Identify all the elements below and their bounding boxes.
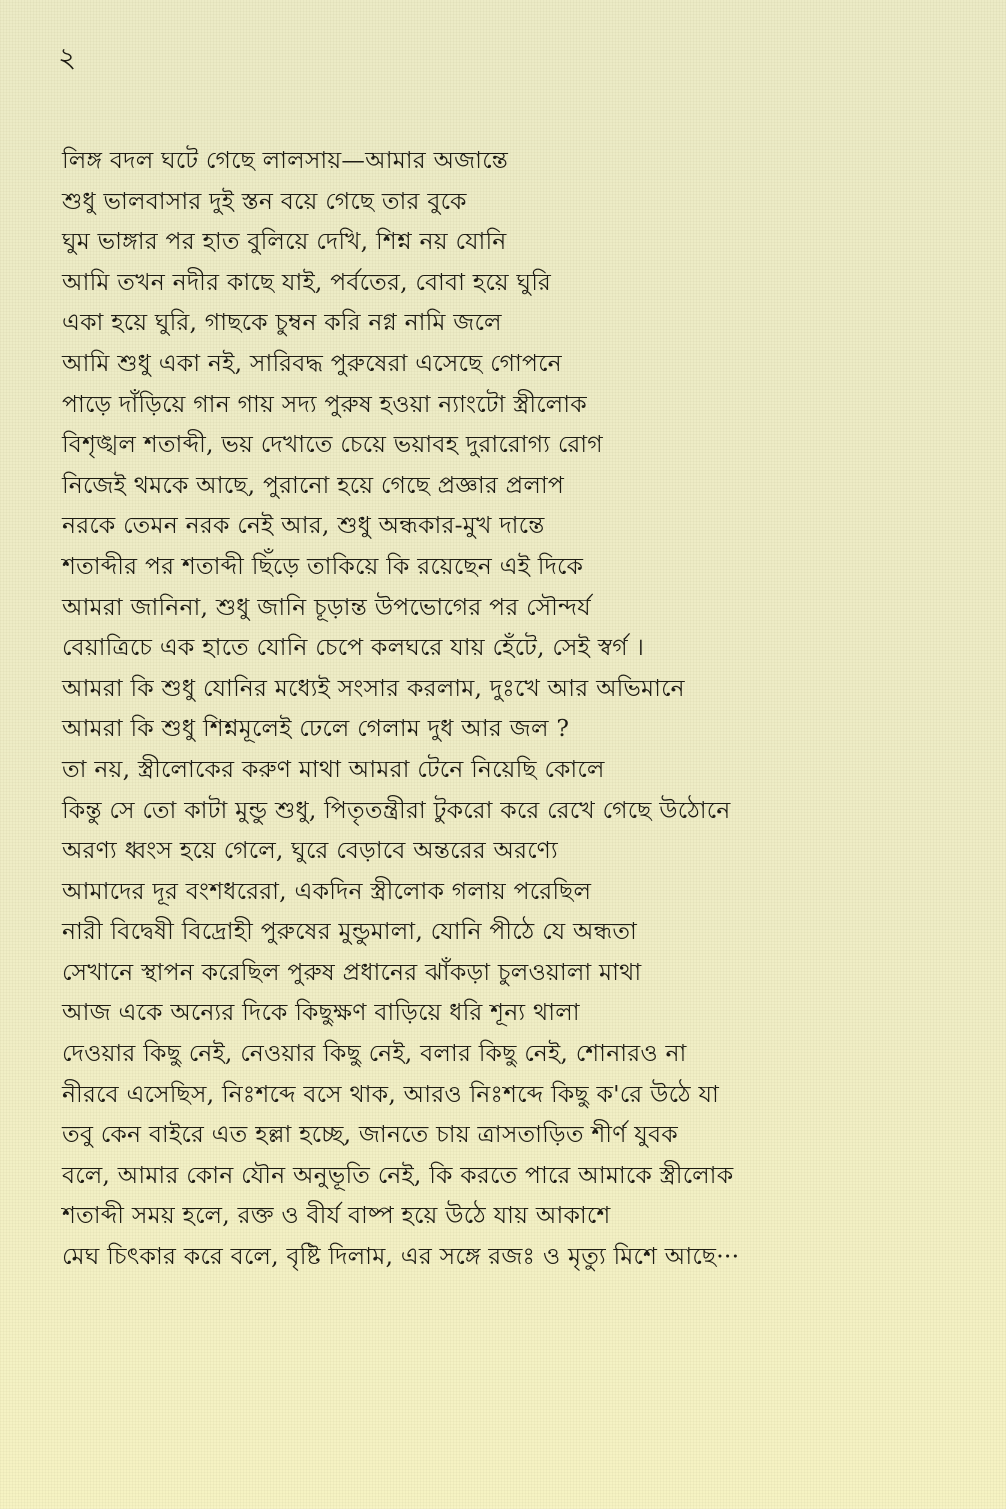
poem-line: ঘুম ভাঙ্গার পর হাত বুলিয়ে দেখি, শিশ্ন নয় যোনি bbox=[62, 227, 507, 256]
poem-line: আমি তখন নদীর কাছে যাই, পর্বতের, বোবা হয়ে ঘুরি bbox=[62, 267, 552, 296]
poem-line: নারী বিদ্বেষী বিদ্রোহী পুরুষের মুন্ডুমালা, যোনি পীঠে যে অন্ধতা bbox=[62, 917, 638, 946]
poem-line: আমরা কি শুধু যোনির মধ্যেই সংসার করলাম, দুঃখে আর অভিমানে bbox=[62, 673, 685, 702]
page-number: ২ bbox=[58, 41, 77, 74]
poem-line: আমাদের দূর বংশধরেরা, একদিন স্ত্রীলোক গলায় পরেছিল bbox=[62, 876, 592, 905]
poem-line: বেয়াত্রিচে এক হাতে যোনি চেপে কলঘরে যায় হেঁটে, সেই স্বর্গ । bbox=[62, 633, 645, 662]
poem-line: বিশৃঙ্খল শতাব্দী, ভয় দেখাতে চেয়ে ভয়াবহ দুরারোগ্য রোগ bbox=[62, 430, 603, 459]
poem-line: নীরবে এসেছিস, নিঃশব্দে বসে থাক, আরও নিঃশব্দে কিছু ক'রে উঠে যা bbox=[62, 1079, 720, 1108]
poem-line: কিন্তু সে তো কাটা মুন্ডু শুধু, পিতৃতন্ত্রীরা টুকরো করে রেখে গেছে উঠোনে bbox=[62, 795, 731, 824]
poem-line: পাড়ে দাঁড়িয়ে গান গায় সদ্য পুরুষ হওয়া ন্যাংটো স্ত্রীলোক bbox=[62, 389, 587, 418]
poem-line: দেওয়ার কিছু নেই, নেওয়ার কিছু নেই, বলার কিছু নেই, শোনারও না bbox=[62, 1039, 687, 1068]
poem-line: নরকে তেমন নরক নেই আর, শুধু অন্ধকার-মুখ দান্তে bbox=[62, 511, 545, 540]
poem-line: শুধু ভালবাসার দুই স্তন বয়ে গেছে তার বুকে bbox=[62, 186, 467, 215]
poem-line: একা হয়ে ঘুরি, গাছকে চুম্বন করি নগ্ন নামি জলে bbox=[62, 308, 502, 337]
poem-line: শতাব্দীর পর শতাব্দী ছিঁড়ে তাকিয়ে কি রয়েছেন এই দিকে bbox=[62, 551, 584, 580]
poem-line: সেখানে স্থাপন করেছিল পুরুষ প্রধানের ঝাঁকড়া চুলওয়ালা মাথা bbox=[62, 957, 642, 986]
poem-line: লিঙ্গ বদল ঘটে গেছে লালসায়—আমার অজান্তে bbox=[62, 146, 509, 174]
poem-line: আমরা কি শুধু শিশ্নমূলেই ঢেলে গেলাম দুধ আর জল ? bbox=[62, 714, 570, 743]
poem-line: আমি শুধু একা নই, সারিবদ্ধ পুরুষেরা এসেছে গোপনে bbox=[62, 348, 562, 377]
poem-line: তা নয়, স্ত্রীলোকের করুণ মাথা আমরা টেনে নিয়েছি কোলে bbox=[62, 754, 605, 783]
poem-line: নিজেই থমকে আছে, পুরানো হয়ে গেছে প্রজ্ঞার প্রলাপ bbox=[62, 470, 565, 499]
poem-body bbox=[62, 140, 982, 1277]
poem-line: অরণ্য ধ্বংস হয়ে গেলে, ঘুরে বেড়াবে অন্তরের অরণ্যে bbox=[62, 836, 558, 865]
poem-line: শতাব্দী সময় হলে, রক্ত ও বীর্য বাষ্প হয়ে উঠে যায় আকাশে bbox=[62, 1201, 611, 1230]
poem-line: তবু কেন বাইরে এত হল্লা হচ্ছে, জানতে চায় ত্রাসতাড়িত শীর্ণ যুবক bbox=[62, 1120, 678, 1149]
poem-line: আজ একে অন্যের দিকে কিছুক্ষণ বাড়িয়ে ধরি শূন্য থালা bbox=[62, 998, 580, 1027]
poem-line: আমরা জানিনা, শুধু জানি চূড়ান্ত উপভোগের পর সৌন্দর্য bbox=[62, 592, 591, 621]
poem-line: বলে, আমার কোন যৌন অনুভূতি নেই, কি করতে পারে আমাকে স্ত্রীলোক bbox=[62, 1160, 734, 1189]
poem-line: মেঘ চিৎকার করে বলে, বৃষ্টি দিলাম, এর সঙ্গে রজঃ ও মৃত্যু মিশে আছে··· bbox=[62, 1242, 740, 1271]
